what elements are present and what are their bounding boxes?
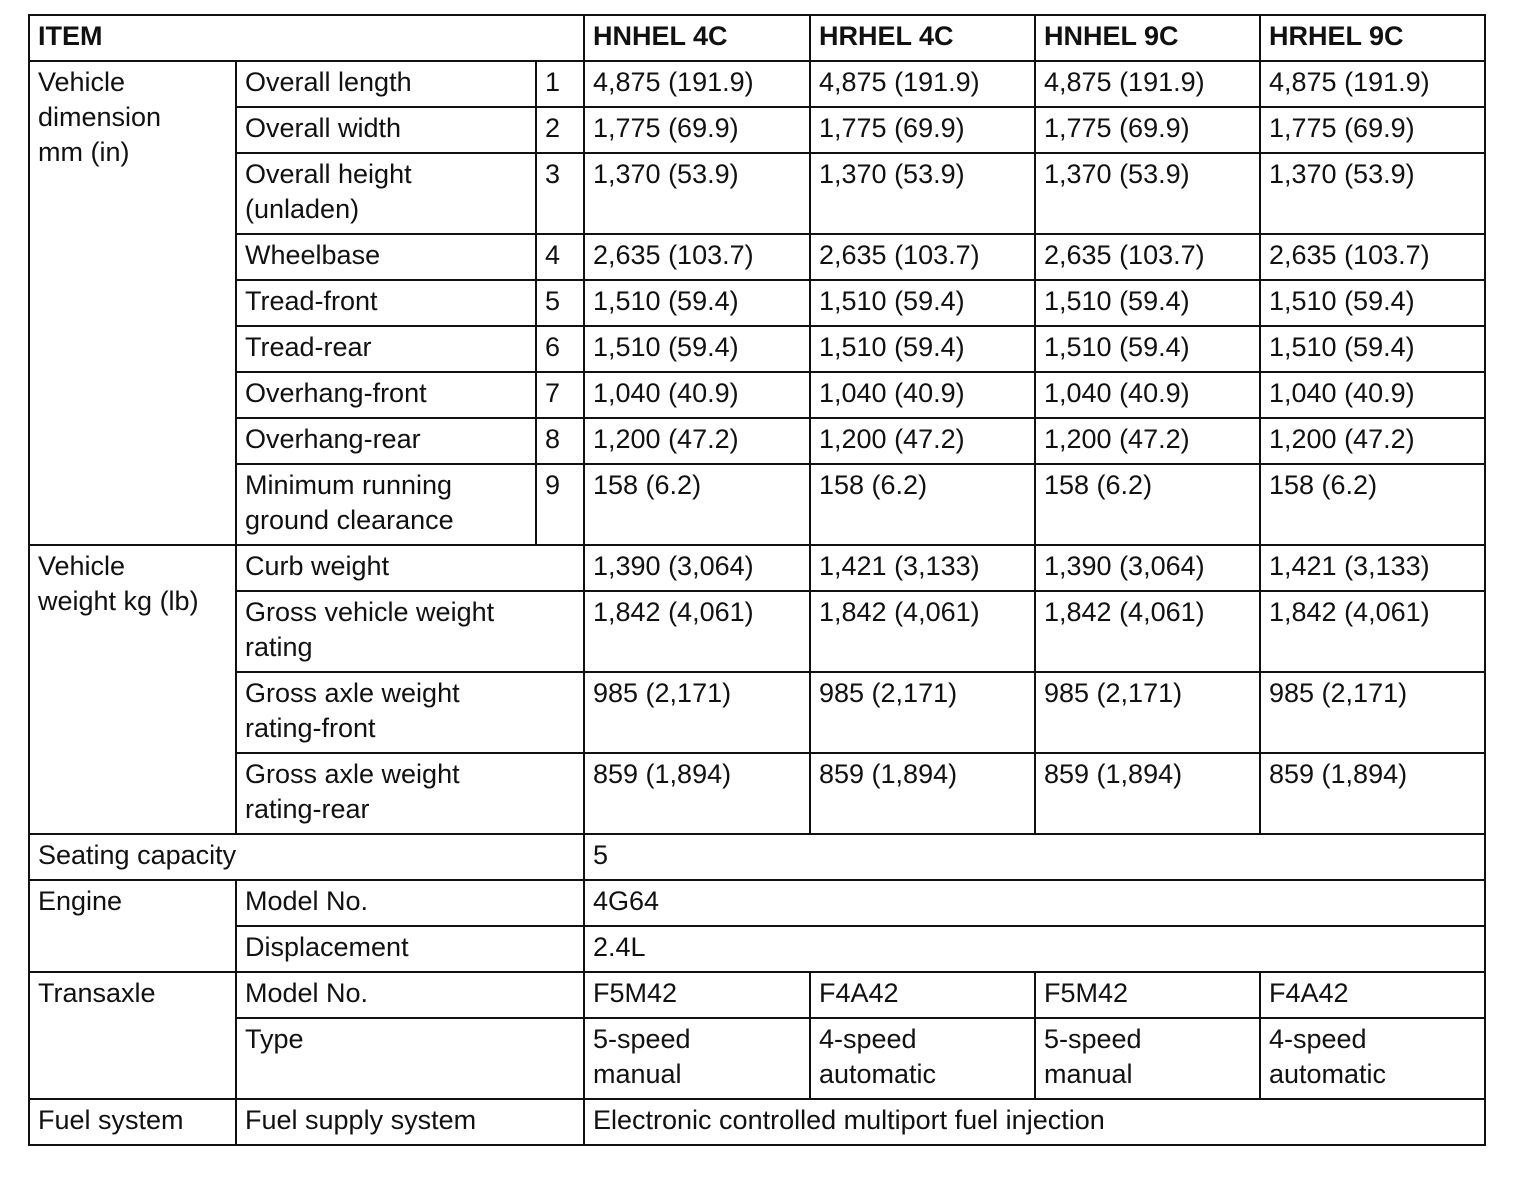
value-cell: 985 (2,171) (1260, 672, 1485, 753)
value-cell: 1,510 (59.4) (1260, 280, 1485, 326)
value-cell: 1,842 (4,061) (810, 591, 1035, 672)
value-cell: 1,510 (59.4) (584, 280, 810, 326)
value-cell: 859 (1,894) (1260, 753, 1485, 834)
table-row (29, 1099, 1485, 1145)
row-label: Curb weight (236, 545, 584, 591)
value-cell: 158 (6.2) (810, 464, 1035, 545)
value-cell: 1,510 (59.4) (1260, 326, 1485, 372)
table-row (29, 834, 1485, 880)
table-row (29, 153, 1485, 234)
value-cell: 1,040 (40.9) (810, 372, 1035, 418)
value-cell: 2,635 (103.7) (1035, 234, 1260, 280)
model-header: HRHEL 9C (1260, 15, 1485, 61)
table-row (29, 880, 1485, 926)
row-label: Overhang-rear (236, 418, 536, 464)
row-number: 2 (536, 107, 584, 153)
value-cell: F4A42 (810, 972, 1035, 1018)
table-row (29, 418, 1485, 464)
row-number: 4 (536, 234, 584, 280)
value-cell: 1,390 (3,064) (1035, 545, 1260, 591)
value-cell: 1,200 (47.2) (1260, 418, 1485, 464)
table-row (29, 591, 1485, 672)
engine-displacement-value: 2.4L (584, 926, 1485, 972)
table-row (29, 464, 1485, 545)
value-cell: 1,040 (40.9) (1035, 372, 1260, 418)
value-cell: 4-speed automatic (1260, 1018, 1485, 1099)
value-cell: 1,040 (40.9) (584, 372, 810, 418)
value-cell: 1,842 (4,061) (1035, 591, 1260, 672)
table-row (29, 107, 1485, 153)
value-cell: 4,875 (191.9) (810, 61, 1035, 107)
row-number: 9 (536, 464, 584, 545)
row-label: Overall width (236, 107, 536, 153)
row-label: Minimum running ground clearance (236, 464, 536, 545)
specifications-table (28, 14, 1486, 1146)
group-label-engine: Engine (29, 880, 236, 972)
value-cell: 1,421 (3,133) (810, 545, 1035, 591)
table-row (29, 280, 1485, 326)
value-cell: 1,842 (4,061) (584, 591, 810, 672)
row-label: Model No. (236, 880, 584, 926)
table-row (29, 372, 1485, 418)
value-cell: F5M42 (1035, 972, 1260, 1018)
value-cell: 1,421 (3,133) (1260, 545, 1485, 591)
value-cell: 1,200 (47.2) (584, 418, 810, 464)
value-cell: 1,510 (59.4) (810, 326, 1035, 372)
row-number: 1 (536, 61, 584, 107)
row-label: Overall height (unladen) (236, 153, 536, 234)
group-label-fuel: Fuel system (29, 1099, 236, 1145)
value-cell: 2,635 (103.7) (1260, 234, 1485, 280)
group-label-dimension: Vehicle dimension mm (in) (29, 61, 236, 545)
value-cell: 1,510 (59.4) (584, 326, 810, 372)
value-cell: 859 (1,894) (584, 753, 810, 834)
header-row (29, 15, 1485, 61)
table-row (29, 545, 1485, 591)
engine-model-value: 4G64 (584, 880, 1485, 926)
table-row (29, 1018, 1485, 1099)
table-row (29, 753, 1485, 834)
model-header: HNHEL 9C (1035, 15, 1260, 61)
value-cell: 859 (1,894) (1035, 753, 1260, 834)
value-cell: 5-speed manual (584, 1018, 810, 1099)
model-header: HNHEL 4C (584, 15, 810, 61)
value-cell: 158 (6.2) (1035, 464, 1260, 545)
value-cell: 1,510 (59.4) (810, 280, 1035, 326)
value-cell: 985 (2,171) (1035, 672, 1260, 753)
table-row (29, 672, 1485, 753)
value-cell: 2,635 (103.7) (584, 234, 810, 280)
value-cell: 4,875 (191.9) (584, 61, 810, 107)
value-cell: 1,390 (3,064) (584, 545, 810, 591)
seating-capacity-value: 5 (584, 834, 1485, 880)
row-label: Gross axle weight rating-front (236, 672, 584, 753)
row-label: Fuel supply system (236, 1099, 584, 1145)
row-label: Gross vehicle weight rating (236, 591, 584, 672)
value-cell: 1,200 (47.2) (810, 418, 1035, 464)
value-cell: 1,040 (40.9) (1260, 372, 1485, 418)
value-cell: 4,875 (191.9) (1260, 61, 1485, 107)
value-cell: 158 (6.2) (584, 464, 810, 545)
value-cell: 2,635 (103.7) (810, 234, 1035, 280)
value-cell: 1,775 (69.9) (1035, 107, 1260, 153)
value-cell: 4-speed automatic (810, 1018, 1035, 1099)
value-cell: 985 (2,171) (584, 672, 810, 753)
value-cell: 5-speed manual (1035, 1018, 1260, 1099)
value-cell: 1,510 (59.4) (1035, 280, 1260, 326)
value-cell: 1,510 (59.4) (1035, 326, 1260, 372)
value-cell: 985 (2,171) (810, 672, 1035, 753)
value-cell: 1,200 (47.2) (1035, 418, 1260, 464)
fuel-system-value: Electronic controlled multiport fuel injection (584, 1099, 1485, 1145)
value-cell: 1,775 (69.9) (1260, 107, 1485, 153)
row-number: 8 (536, 418, 584, 464)
value-cell: 1,370 (53.9) (1035, 153, 1260, 234)
table-row (29, 972, 1485, 1018)
row-label: Displacement (236, 926, 584, 972)
row-label: Wheelbase (236, 234, 536, 280)
group-label-transaxle: Transaxle (29, 972, 236, 1099)
row-label: Tread-front (236, 280, 536, 326)
value-cell: 1,370 (53.9) (810, 153, 1035, 234)
value-cell: 1,370 (53.9) (584, 153, 810, 234)
seating-capacity-label: Seating capacity (29, 834, 584, 880)
row-number: 6 (536, 326, 584, 372)
table-row (29, 926, 1485, 972)
row-number: 5 (536, 280, 584, 326)
model-header: HRHEL 4C (810, 15, 1035, 61)
value-cell: 859 (1,894) (810, 753, 1035, 834)
row-label: Overhang-front (236, 372, 536, 418)
value-cell: 1,775 (69.9) (810, 107, 1035, 153)
value-cell: 1,370 (53.9) (1260, 153, 1485, 234)
item-header: ITEM (29, 15, 584, 61)
row-label: Model No. (236, 972, 584, 1018)
row-label: Type (236, 1018, 584, 1099)
table-row (29, 234, 1485, 280)
table-row (29, 326, 1485, 372)
value-cell: 1,842 (4,061) (1260, 591, 1485, 672)
row-label: Overall length (236, 61, 536, 107)
row-number: 3 (536, 153, 584, 234)
row-label: Gross axle weight rating-rear (236, 753, 584, 834)
row-label: Tread-rear (236, 326, 536, 372)
table-row (29, 61, 1485, 107)
value-cell: 158 (6.2) (1260, 464, 1485, 545)
value-cell: F5M42 (584, 972, 810, 1018)
group-label-weight: Vehicle weight kg (lb) (29, 545, 236, 834)
row-number: 7 (536, 372, 584, 418)
value-cell: 1,775 (69.9) (584, 107, 810, 153)
value-cell: 4,875 (191.9) (1035, 61, 1260, 107)
value-cell: F4A42 (1260, 972, 1485, 1018)
